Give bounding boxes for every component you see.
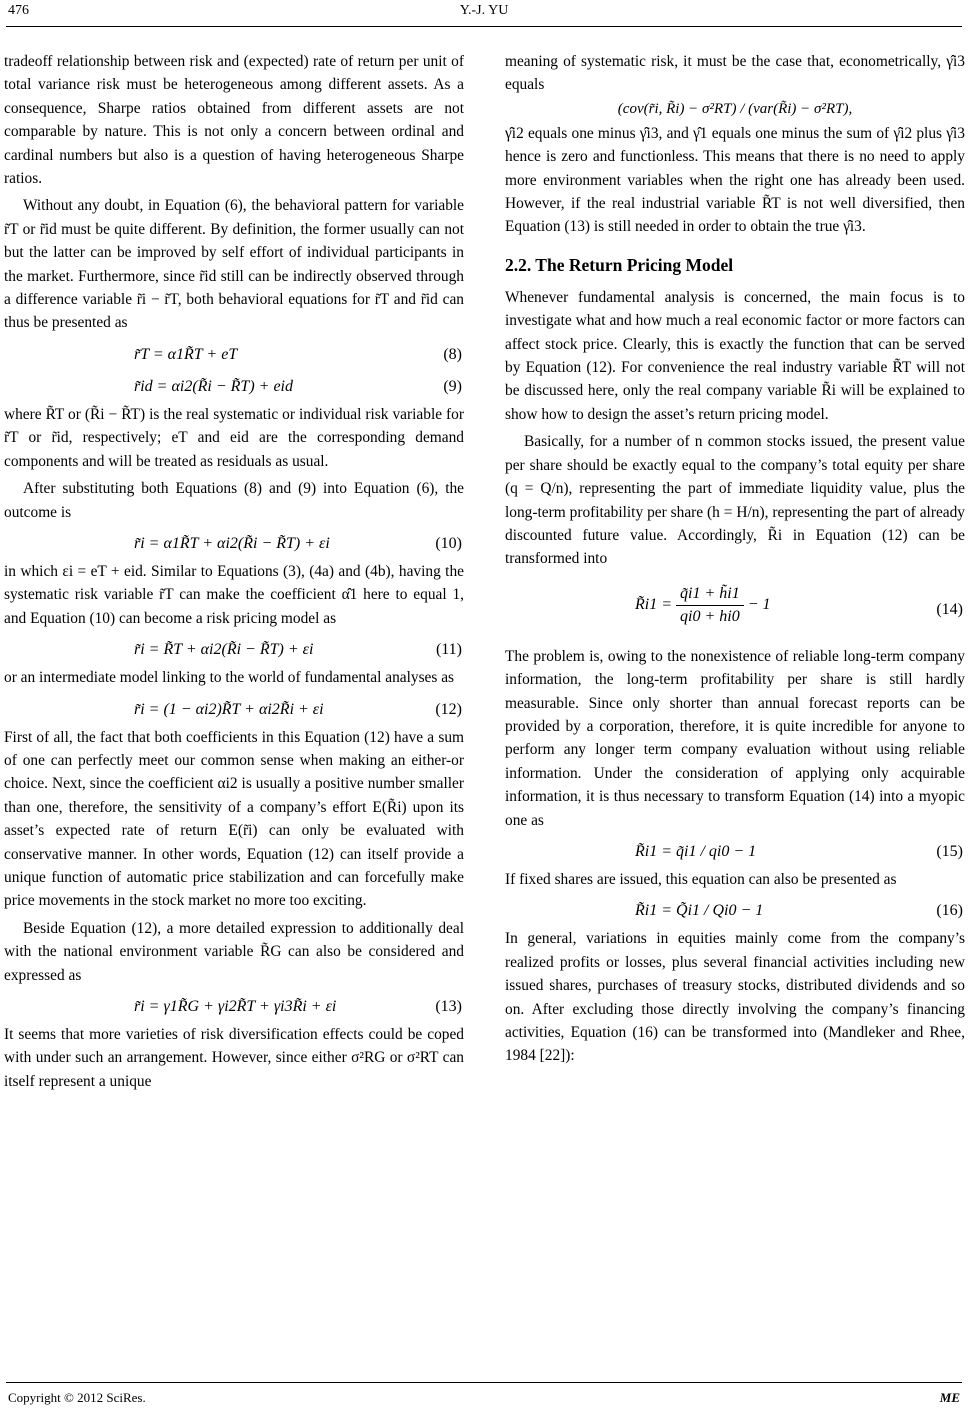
footer-divider bbox=[6, 1382, 962, 1383]
equation-expression: r̃i = R̃T + αi2(R̃i − R̃T) + εi bbox=[134, 641, 314, 659]
equation-rhs: − 1 bbox=[747, 595, 771, 613]
equation-number: (8) bbox=[443, 345, 462, 363]
equation-10 bbox=[4, 528, 464, 560]
paragraph: where R̃T or (R̃i − R̃T) is the real systematic or individual risk variable for r̃T or r̃id, respectively; eT and eid are the corresponding demand components and will be treated as residuals as usual. bbox=[4, 405, 464, 470]
paragraph: Whenever fundamental analysis is concerned, the main focus is to investigate what and how much a real economic factor or more factors can affect stock price. Clearly, this is exactly the function that can be served by Equation (12). For convenience the real industry variable R̃T will not be discussed here, only the real company variable R̃i will be explained to show how to design the asset’s return pricing model. bbox=[505, 288, 965, 423]
equation-8 bbox=[4, 339, 464, 371]
section-heading: 2.2. The Return Pricing Model bbox=[505, 254, 734, 275]
paragraph: The problem is, owing to the nonexistence of reliable long-term company information, the long-term profitability per share is still hardly measurable. Since only shorter than annual forecast reports can be provided by a corporation, therefore, it is quite incredible for anyone to perform any longer term company evaluation without using reliable information. Under the consideration of applying only acquirable information, it is thus necessary to transform Equation (14) into a myopic one as bbox=[505, 647, 965, 829]
equation-12 bbox=[4, 694, 464, 726]
equation-number: (15) bbox=[936, 842, 963, 860]
equation-expression: r̃T = α1R̃T + eT bbox=[134, 345, 238, 363]
page-number: 476 bbox=[8, 3, 29, 18]
equation-expression: R̃i1 = q̃i1 / qi0 − 1 bbox=[635, 842, 757, 860]
paragraph: γ̂i2 equals one minus γ̂i3, and γ̂1 equals one minus the sum of γ̂i2 plus γ̂i3 hence is zero and functionless. This means that there is no need to apply more environment variables when the right one has already been used. However, if the real industrial variable R̃T is not well diversified, then Equation (13) is still needed in order to obtain the true γ̂i3. bbox=[505, 124, 965, 236]
left-column bbox=[4, 50, 464, 1097]
equation-expression: r̃id = αi2(R̃i − R̃T) + eid bbox=[134, 377, 293, 395]
paragraph: First of all, the fact that both coefficients in this Equation (12) have a sum of one can perfectly meet our common sense when making an either-or choice. Next, since the coefficient αi2 is usually a positive number smaller than one, therefore, the sensitivity of a company’s effort E(R̃i) upon its asset’s expected rate of return E(r̃i) can only be evaluated with conservative manner. In other words, Equation (12) can itself provide a unique function of automatic price stabilization and can forcefully make price movements in the stock market no more too exciting. bbox=[4, 728, 464, 910]
fraction-denominator: qi0 + hi0 bbox=[680, 607, 740, 625]
equation-11 bbox=[4, 634, 464, 666]
equation-expression: r̃i = γ1R̃G + γi2R̃T + γi3R̃i + εi bbox=[134, 998, 337, 1015]
header-divider bbox=[6, 26, 962, 27]
equation-number: (9) bbox=[443, 377, 462, 395]
paragraph: Basically, for a number of n common stocks issued, the present value per share should be exactly equal to the company’s total equity per share (q = Q/n), representing the part of immediate liquidity value, plus the long-term profitability per share (h = H/n), representing the part of already discounted future value. Accordingly, R̃i in Equation (12) can be transformed into bbox=[505, 433, 965, 568]
equation-expression: r̃i = α1R̃T + αi2(R̃i − R̃T) + εi bbox=[134, 534, 330, 552]
equation-number: (11) bbox=[435, 641, 462, 659]
equation-13 bbox=[4, 991, 464, 1023]
equation-expression: r̃i = (1 − αi2)R̃T + αi2R̃i + εi bbox=[134, 700, 324, 718]
footer-copyright: Copyright © 2012 SciRes. bbox=[8, 1390, 146, 1405]
equation-16 bbox=[505, 895, 965, 927]
equation-number: (12) bbox=[435, 700, 462, 718]
paragraph: In general, variations in equities mainly come from the company’s realized profits or losses, plus several financial activities including new issued shares, purchases of treasury stocks, distributed dividends and so on. After excluding those directly involving the company’s financing activities, Equation (16) can be transformed into (Mandleker and Rhee, 1984 [22]): bbox=[505, 930, 965, 1065]
paragraph: or an intermediate model linking to the world of fundamental analyses as bbox=[4, 669, 455, 687]
equation-number: (14) bbox=[936, 600, 963, 618]
equation-15 bbox=[505, 836, 965, 868]
paragraph: in which εi = eT + eid. Similar to Equations (3), (4a) and (4b), having the systematic risk variable r̃T can make the coefficient α̂1 here to equal 1, and Equation (10) can become a risk pricing model as bbox=[4, 562, 464, 627]
fraction-numerator: q̃i1 + h̃i1 bbox=[676, 583, 744, 606]
equation-number: (16) bbox=[936, 902, 963, 920]
footer-journal-abbrev: ME bbox=[939, 1390, 960, 1405]
equation-number: (13) bbox=[435, 998, 462, 1015]
paragraph: If fixed shares are issued, this equation can also be presented as bbox=[505, 870, 897, 888]
equation-9 bbox=[4, 371, 464, 403]
equation-expression bbox=[635, 583, 771, 628]
covariance-expression: (cov(r̃i, R̃i) − σ²RT) / (var(R̃i) − σ²RT), bbox=[617, 100, 853, 117]
paragraph: After substituting both Equations (8) and (9) into Equation (6), the outcome is bbox=[4, 480, 464, 521]
right-column bbox=[505, 50, 965, 1072]
equation-expression: R̃i1 = Q̃i1 / Qi0 − 1 bbox=[635, 902, 764, 920]
paragraph: Without any doubt, in Equation (6), the behavioral pattern for variable r̃T or r̃id must be quite different. By definition, the former usually can not but the latter can be improved by self effort of individual participants in the market. Furthermore, since r̃id still can be indirectly observed through a difference variable r̃i − r̃T, both behavioral equations for r̃T and r̃id can thus be presented as bbox=[4, 197, 464, 332]
paragraph: Beside Equation (12), a more detailed expression to additionally deal with the national environment variable R̃G can also be considered and expressed as bbox=[4, 919, 464, 984]
paragraph: tradeoff relationship between risk and (expected) rate of return per unit of total variance risk must be heterogeneous among different assets. As a consequence, Sharpe ratios obtained from different assets are not comparable by nature. This is not only a concern between ordinal and cardinal numbers but also is a question of having heterogeneous Sharpe ratios. bbox=[4, 53, 464, 188]
equation-lhs: R̃i1 = bbox=[635, 595, 673, 613]
equation-number: (10) bbox=[435, 534, 462, 552]
paragraph: It seems that more varieties of risk diversification effects could be coped with under such an arrangement. However, since either σ²RG or σ²RT can itself represent a unique bbox=[4, 1026, 464, 1090]
running-header-author: Y.-J. YU bbox=[459, 3, 509, 18]
equation-14 bbox=[505, 575, 965, 645]
equation-fraction bbox=[676, 583, 744, 628]
paragraph: meaning of systematic risk, it must be the case that, econometrically, γ̂i3 equals bbox=[505, 53, 965, 94]
